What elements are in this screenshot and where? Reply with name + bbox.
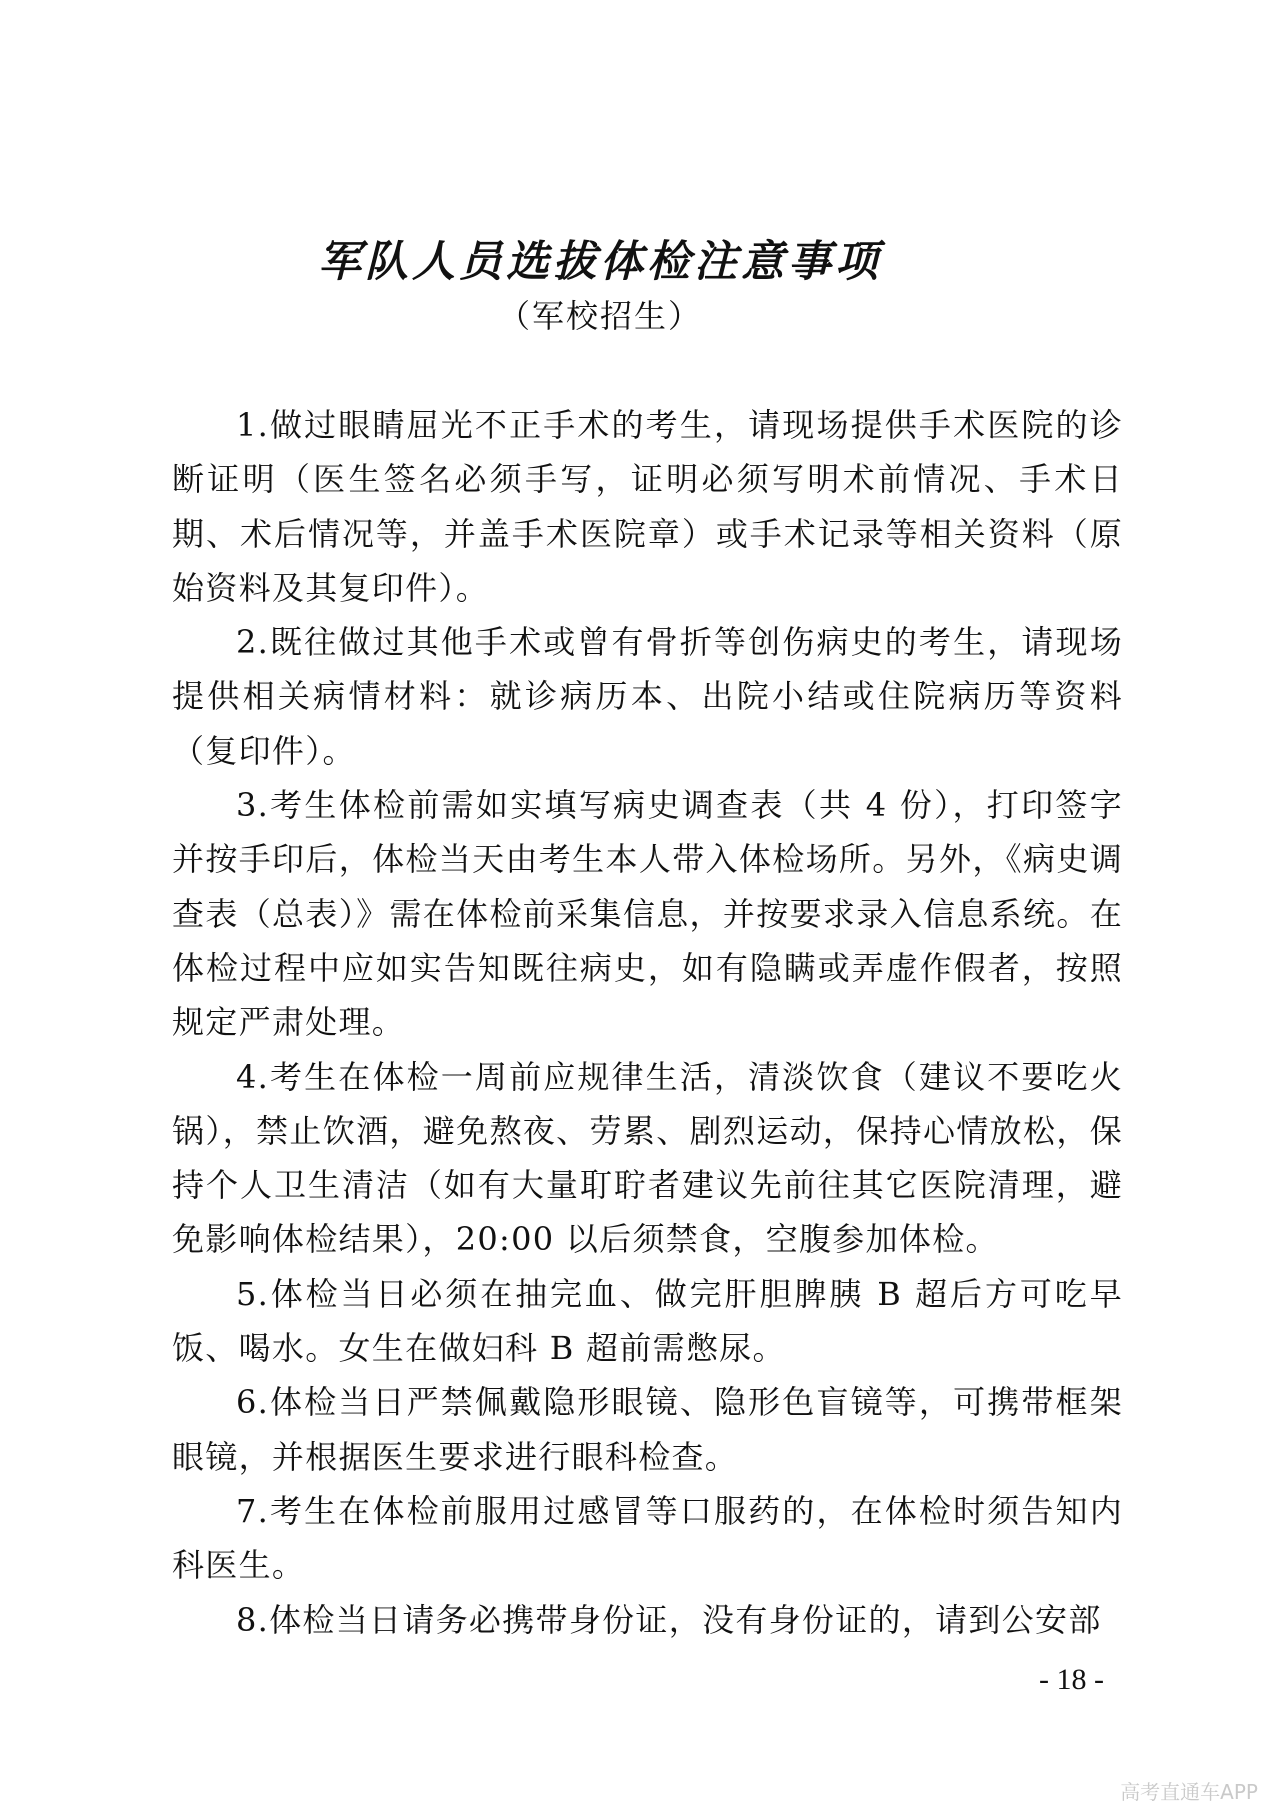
document-title: 军队人员选拔体检注意事项 <box>318 237 882 287</box>
paragraph-3: 3.考生体检前需如实填写病史调查表（共 4 份），打印签字并按手印后，体检当天由考生本人带入体检场所。另外，《病史调查表（总表）》需在体检前采集信息，并按要求录入信息系统。在体检过程中应如实告知既往病史，如有隐瞒或弄虚作假者，按照规定严肃处理。 <box>172 786 1123 1042</box>
paragraph-8: 8.体检当日请务必携带身份证，没有身份证的，请到公安部 <box>236 1600 1102 1639</box>
document-body <box>172 398 1123 1647</box>
paragraph-6: 6.体检当日严禁佩戴隐形眼镜、隐形色盲镜等，可携带框架眼镜，并根据医生要求进行眼科检查。 <box>172 1383 1123 1476</box>
paragraph-4: 4.考生在体检一周前应规律生活，清淡饮食（建议不要吃火锅），禁止饮酒，避免熬夜、劳累、剧烈运动，保持心情放松，保持个人卫生清洁（如有大量耵聍者建议先前往其它医院清理，避免影响体检结果），20:00 以后须禁食，空腹参加体检。 <box>172 1057 1123 1259</box>
paragraph-2: 2.既往做过其他手术或曾有骨折等创伤病史的考生，请现场提供相关病情材料：就诊病历本、出院小结或住院病历等资料（复印件）。 <box>172 623 1123 770</box>
page-number: - 18 - <box>1039 1663 1104 1696</box>
paragraph-5: 5.体检当日必须在抽完血、做完肝胆脾胰 B 超后方可吃早饭、喝水。女生在做妇科 B 超前需憋尿。 <box>172 1274 1123 1368</box>
document-subtitle: （军校招生） <box>497 297 702 335</box>
watermark: 高考直通车APP <box>1120 1780 1258 1804</box>
paragraph-1: 1.做过眼睛屈光不正手术的考生，请现场提供手术医院的诊断证明（医生签名必须手写，证明必须写明术前情况、手术日期、术后情况等，并盖手术医院章）或手术记录等相关资料（原始资料及其复印件）。 <box>172 406 1123 607</box>
paragraph-7: 7.考生在体检前服用过感冒等口服药的，在体检时须告知内科医生。 <box>172 1491 1123 1585</box>
